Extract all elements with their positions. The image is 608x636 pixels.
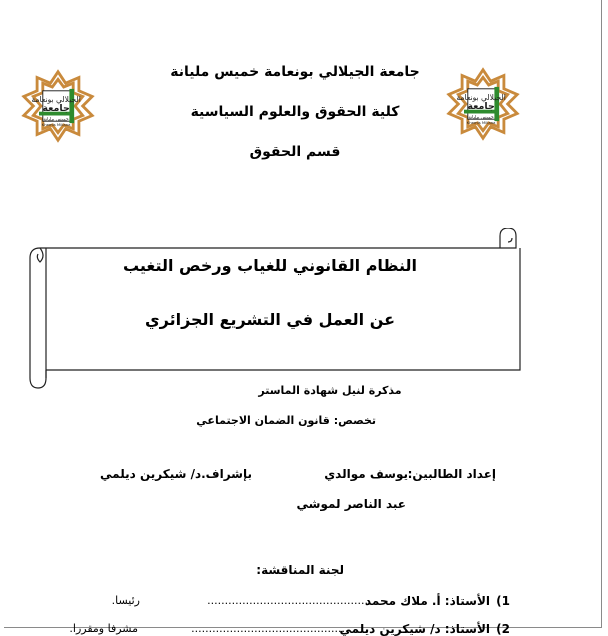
- logo-text-main: جامعة: [42, 102, 70, 114]
- logo-seal-icon: [445, 66, 521, 142]
- logo-text-small: خميس مليانة: [468, 115, 494, 121]
- thesis-title-line1: النظام القانوني للغياب ورخص التغيب: [122, 256, 418, 275]
- logo-text-small: خميس مليانة: [43, 117, 69, 123]
- committee-member-1-title: الأستاذ: أ. ملاك محمد: [364, 594, 490, 608]
- committee-member-1-dots: ..............................................: [207, 594, 368, 607]
- committee-member-2-role: مشرفا ومقررا.: [69, 622, 138, 635]
- department-name: قسم الحقوق: [249, 144, 341, 160]
- logo-seal-icon: [20, 68, 96, 144]
- logo-text-top: الجيلالي بونعامة: [456, 93, 506, 103]
- student-2-name: عبد الناصر لموشي: [296, 497, 406, 511]
- faculty-name: كلية الحقوق والعلوم السياسية: [190, 104, 400, 120]
- committee-member-1-number: 1): [496, 594, 510, 608]
- thesis-title-line2: عن العمل في التشريع الجزائري: [144, 310, 396, 329]
- prepared-by-label: إعداد الطالبين:: [407, 467, 496, 481]
- title-scroll-banner: [26, 228, 526, 390]
- logo-text-main: جامعة: [467, 100, 495, 112]
- logo-text-latin: Khemis Miliana: [41, 121, 71, 127]
- committee-member-2-dots: ..............................................: [191, 622, 352, 635]
- committee-heading: لجنة المناقشة:: [256, 563, 344, 577]
- logo-text-top: الجيلالي بونعامة: [31, 95, 81, 105]
- university-name: جامعة الجيلالي بونعامة خميس مليانة: [170, 64, 420, 80]
- committee-member-2-title: الأستاذ: د/ شيكرين ديلمي: [339, 622, 490, 636]
- supervisor-line: بإشراف.د/ شيكرين ديلمي: [100, 467, 252, 481]
- logo-text-latin: Khemis Miliana: [466, 119, 496, 125]
- university-logo-left: [445, 66, 521, 142]
- university-logo-right: [20, 68, 96, 144]
- scroll-frame-icon: [26, 228, 526, 390]
- student-1-name: يوسف موالدي: [324, 467, 408, 481]
- specialty-line: تخصص: قانون الضمان الاجتماعي: [196, 414, 376, 427]
- committee-member-1-role: رئيسا.: [111, 594, 140, 607]
- degree-line: مذكرة لنيل شهادة الماستر: [258, 384, 402, 397]
- committee-member-2-number: 2): [496, 622, 510, 636]
